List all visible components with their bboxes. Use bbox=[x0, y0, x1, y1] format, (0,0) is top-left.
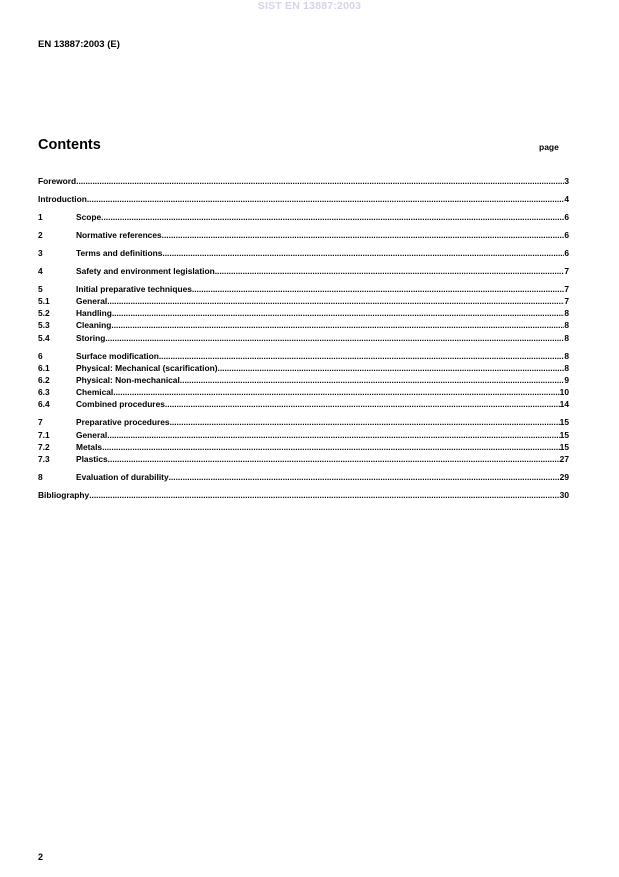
toc-entry-title: Bibliography bbox=[38, 489, 90, 500]
toc-entry[interactable] bbox=[38, 176, 569, 188]
toc-entry-number: 3 bbox=[38, 247, 43, 258]
toc-entry-number: 7.3 bbox=[38, 453, 50, 464]
standard-header: EN 13887:2003 (E) bbox=[38, 39, 120, 50]
toc-entry-page: 10 bbox=[559, 387, 569, 398]
toc-entry-number: 6.1 bbox=[38, 362, 50, 373]
toc-entry-page: 8 bbox=[564, 308, 569, 319]
toc-entry-number: 4 bbox=[38, 265, 43, 276]
toc-entry-title: Normative references bbox=[76, 229, 162, 240]
toc-entry-number: 5.3 bbox=[38, 320, 50, 331]
toc-entry-page: 6 bbox=[564, 229, 569, 240]
toc-entry[interactable] bbox=[38, 212, 569, 224]
toc-entry-title: Plastics bbox=[76, 453, 108, 464]
toc-entry-number: 7.1 bbox=[38, 429, 50, 440]
dot-leader bbox=[102, 442, 560, 452]
dot-leader bbox=[89, 490, 559, 500]
toc-entry-page: 15 bbox=[559, 441, 569, 452]
toc-entry[interactable] bbox=[38, 248, 569, 260]
dot-leader bbox=[107, 430, 559, 440]
toc-entry[interactable] bbox=[38, 417, 569, 429]
dot-leader bbox=[169, 472, 560, 482]
table-of-contents bbox=[38, 176, 569, 502]
toc-entry-number: 5.2 bbox=[38, 308, 50, 319]
toc-entry-page: 29 bbox=[559, 471, 569, 482]
dot-leader bbox=[101, 212, 564, 222]
toc-entry-number: 2 bbox=[38, 229, 43, 240]
toc-entry-title: Combined procedures bbox=[76, 399, 165, 410]
toc-entry-page: 7 bbox=[564, 265, 569, 276]
dot-leader bbox=[192, 284, 564, 294]
toc-entry-page: 8 bbox=[564, 332, 569, 343]
dot-leader bbox=[218, 363, 565, 373]
toc-entry[interactable] bbox=[38, 387, 569, 399]
toc-entry-number: 7.2 bbox=[38, 441, 50, 452]
toc-entry-number: 8 bbox=[38, 471, 43, 482]
dot-leader bbox=[165, 399, 560, 409]
toc-entry-number: 6.2 bbox=[38, 375, 50, 386]
toc-entry-page: 8 bbox=[564, 350, 569, 361]
toc-entry-title: Terms and definitions bbox=[76, 247, 163, 258]
dot-leader bbox=[105, 333, 564, 343]
dot-leader bbox=[215, 266, 565, 276]
toc-entry-page: 4 bbox=[564, 193, 569, 204]
toc-entry-number: 5 bbox=[38, 283, 43, 294]
toc-entry[interactable] bbox=[38, 490, 569, 502]
toc-entry-title: Initial preparative techniques bbox=[76, 283, 192, 294]
dot-leader bbox=[76, 176, 564, 186]
toc-entry-title: General bbox=[76, 429, 108, 440]
dot-leader bbox=[87, 194, 564, 204]
toc-entry[interactable] bbox=[38, 375, 569, 387]
toc-entry-title: Physical: Mechanical (scarification) bbox=[76, 362, 218, 373]
dot-leader bbox=[180, 375, 565, 385]
toc-entry-page: 8 bbox=[564, 362, 569, 373]
toc-entry-title: Scope bbox=[76, 211, 102, 222]
toc-entry-number: 6 bbox=[38, 350, 43, 361]
toc-entry-page: 9 bbox=[564, 375, 569, 386]
toc-entry-number: 6.4 bbox=[38, 399, 50, 410]
toc-entry-number: 7 bbox=[38, 417, 43, 428]
toc-entry[interactable] bbox=[38, 333, 569, 345]
toc-entry[interactable] bbox=[38, 363, 569, 375]
toc-entry[interactable] bbox=[38, 430, 569, 442]
toc-entry-title: Surface modification bbox=[76, 350, 159, 361]
dot-leader bbox=[108, 454, 560, 464]
toc-entry-title: Cleaning bbox=[76, 320, 112, 331]
toc-entry-number: 5.4 bbox=[38, 332, 50, 343]
toc-entry[interactable] bbox=[38, 230, 569, 242]
toc-entry-page: 15 bbox=[559, 429, 569, 440]
dot-leader bbox=[111, 320, 564, 330]
toc-entry-title: Physical: Non-mechanical bbox=[76, 375, 180, 386]
toc-entry-title: Evaluation of durability bbox=[76, 471, 169, 482]
toc-entry-page: 6 bbox=[564, 211, 569, 222]
toc-entry-title: Handling bbox=[76, 308, 112, 319]
toc-entry[interactable] bbox=[38, 454, 569, 466]
page-number: 2 bbox=[38, 852, 44, 862]
toc-entry[interactable] bbox=[38, 399, 569, 411]
toc-entry-number: 1 bbox=[38, 211, 43, 222]
watermark: SIST EN 13887:2003 bbox=[257, 0, 362, 12]
toc-entry[interactable] bbox=[38, 442, 569, 454]
dot-leader bbox=[107, 296, 564, 306]
toc-entry[interactable] bbox=[38, 308, 569, 320]
page-column-label: page bbox=[539, 142, 559, 152]
toc-entry-page: 7 bbox=[564, 296, 569, 307]
toc-entry-page: 14 bbox=[559, 399, 569, 410]
dot-leader bbox=[162, 230, 565, 240]
toc-entry-page: 3 bbox=[564, 176, 569, 186]
dot-leader bbox=[170, 417, 560, 427]
toc-entry-title: Safety and environment legislation bbox=[76, 265, 215, 276]
toc-entry-page: 15 bbox=[559, 417, 569, 428]
toc-entry[interactable] bbox=[38, 472, 569, 484]
toc-entry-title: Preparative procedures bbox=[76, 417, 170, 428]
dot-leader bbox=[159, 351, 564, 361]
toc-entry[interactable] bbox=[38, 266, 569, 278]
dot-leader bbox=[162, 248, 564, 258]
toc-entry[interactable] bbox=[38, 296, 569, 308]
toc-entry[interactable] bbox=[38, 194, 569, 206]
toc-entry-page: 7 bbox=[564, 283, 569, 294]
toc-entry[interactable] bbox=[38, 320, 569, 332]
toc-entry[interactable] bbox=[38, 351, 569, 363]
dot-leader bbox=[112, 308, 565, 318]
toc-entry-page: 8 bbox=[564, 320, 569, 331]
toc-entry[interactable] bbox=[38, 284, 569, 296]
toc-entry-title: General bbox=[76, 296, 108, 307]
toc-entry-title: Storing bbox=[76, 332, 106, 343]
toc-entry-page: 6 bbox=[564, 247, 569, 258]
toc-entry-page: 27 bbox=[559, 453, 569, 464]
toc-entry-title: Metals bbox=[76, 441, 103, 452]
toc-entry-title: Foreword bbox=[38, 176, 77, 186]
toc-entry-title: Chemical bbox=[76, 387, 114, 398]
contents-title: Contents bbox=[38, 137, 101, 153]
toc-entry-number: 6.3 bbox=[38, 387, 50, 398]
toc-entry-title: Introduction bbox=[38, 193, 87, 204]
dot-leader bbox=[113, 387, 559, 397]
toc-entry-number: 5.1 bbox=[38, 296, 50, 307]
toc-entry-page: 30 bbox=[559, 489, 569, 500]
